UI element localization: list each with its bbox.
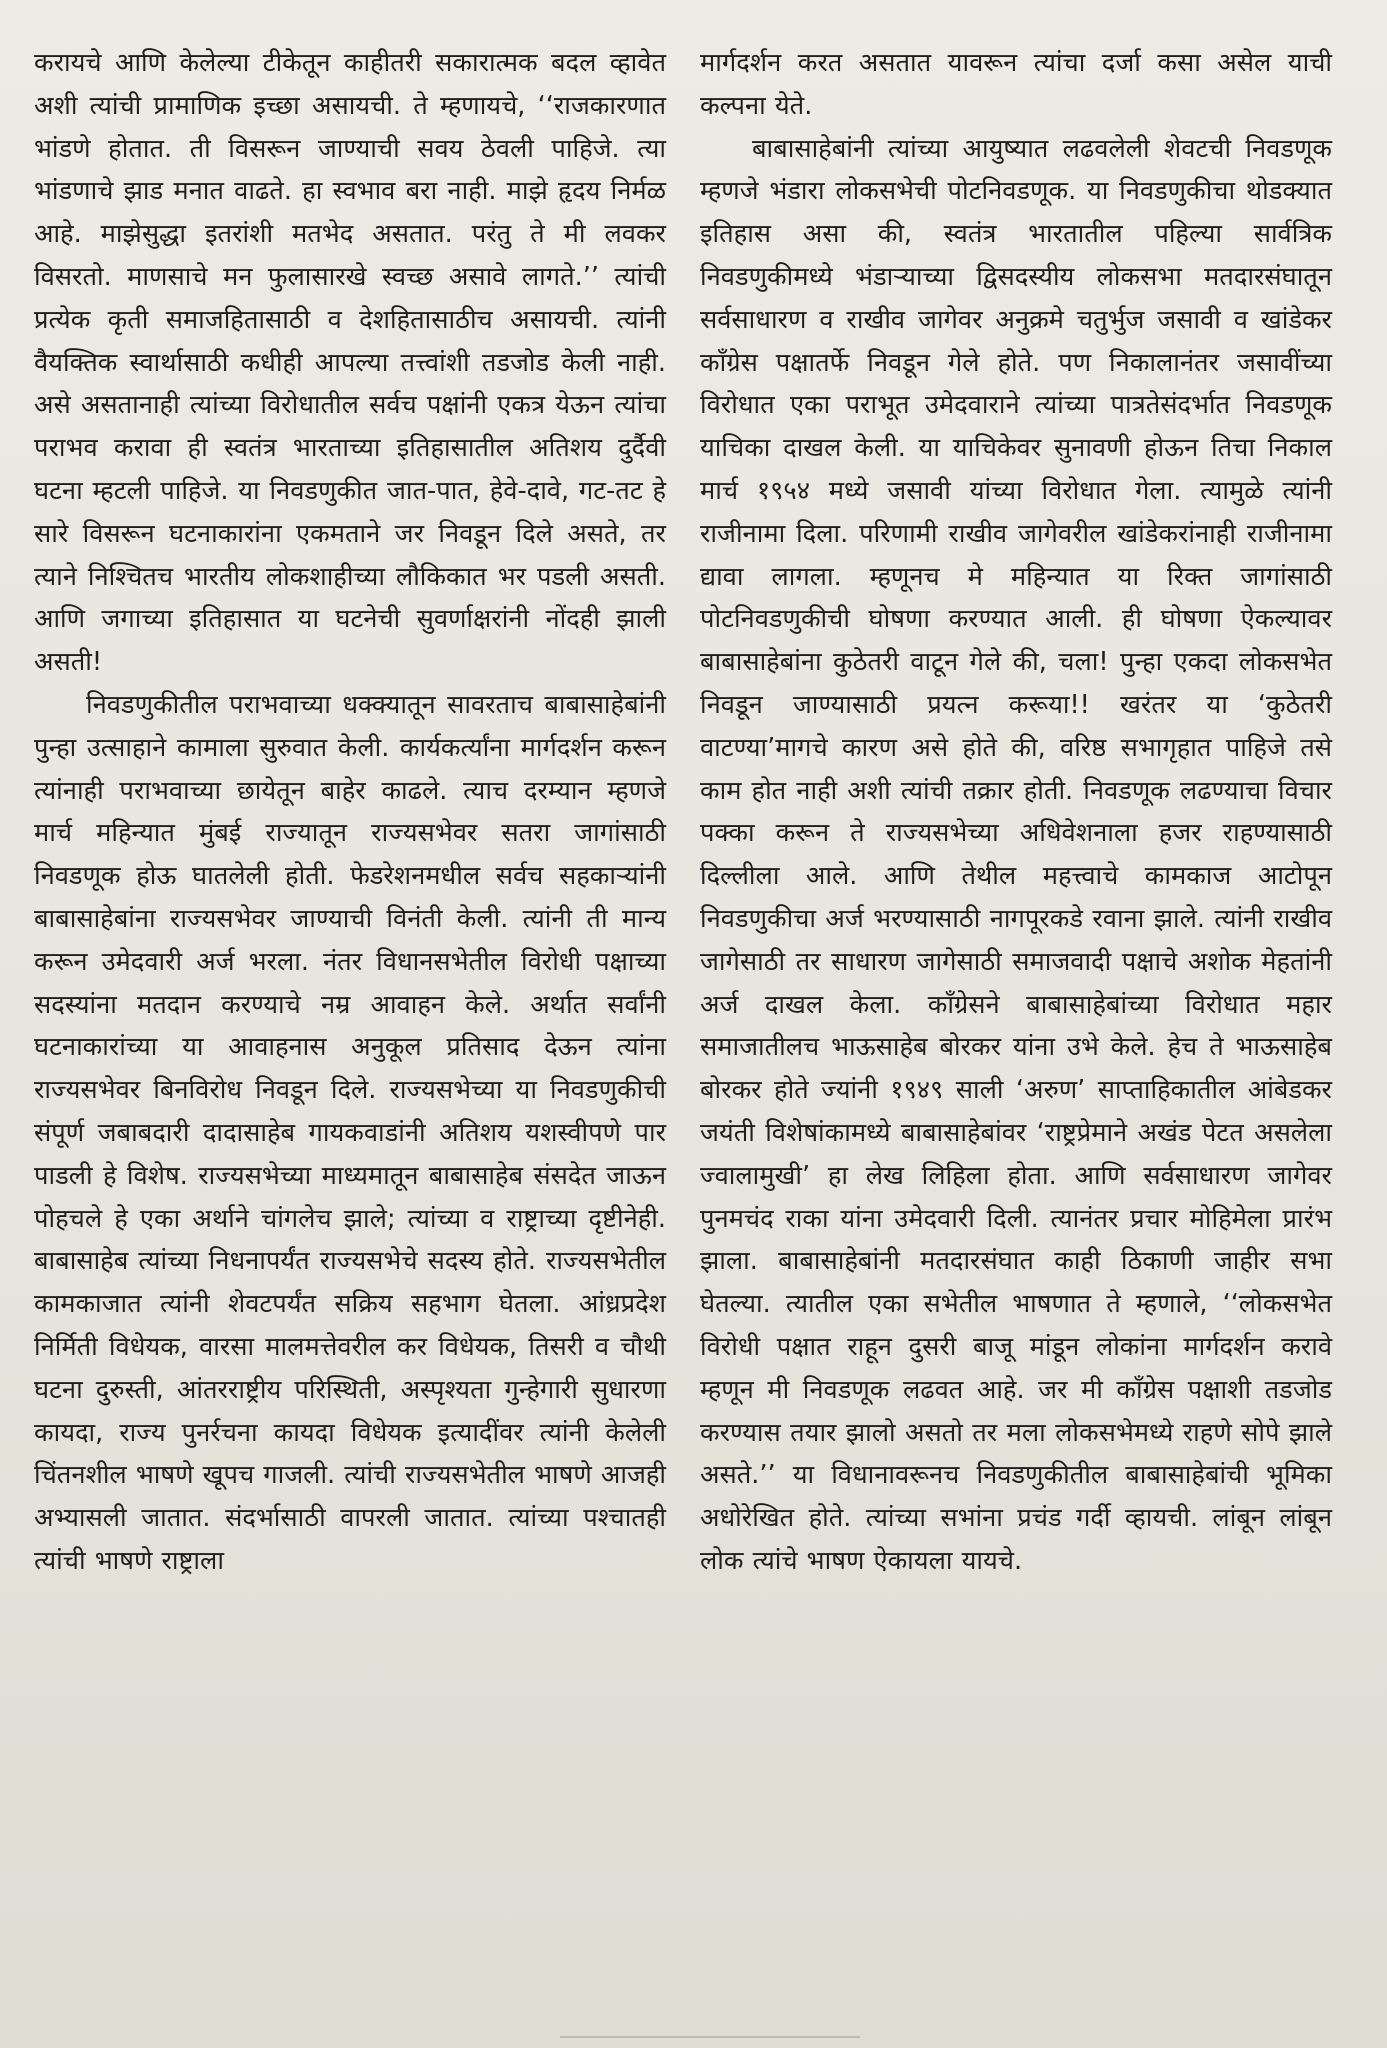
left-paragraph-1: करायचे आणि केलेल्या टीकेतून काहीतरी सकारात्मक बदल व्हावेत अशी त्यांची प्रामाणिक इच्छा असायची. ते म्हणायचे, ‘‘राजकारणात भांडणे होतात. ती विसरून जाण्याची सवय ठेवली पाहिजे. त्या भांडणाचे झाड मनात वाढते. हा स्वभाव बरा नाही. माझे हृदय निर्मळ आहे. माझेसुद्धा इतरांशी मतभेद असतात. परंतु ते मी लवकर विसरतो. माणसाचे मन फुलासारखे स्वच्छ असावे लागते.’’ त्यांची प्रत्येक कृती समाजहितासाठी व देशहितासाठीच असायची. त्यांनी वैयक्तिक स्वार्थासाठी कधीही आपल्या तत्त्वांशी तडजोड केली नाही. असे असतानाही त्यांच्या विरोधातील सर्वच पक्षांनी एकत्र येऊन त्यांचा पराभव करावा ही स्वतंत्र भारताच्या इतिहासातील अतिशय दुर्दैवी घटना म्हटली पाहिजे. या निवडणुकीत जात-पात, हेवे-दावे, गट-तट हे सारे विसरून घटनाकारांना एकमताने जर निवडून दिले असते, तर त्याने निश्चितच भारतीय लोकशाहीच्या लौकिकात भर पडली असती. आणि जगाच्या इतिहासात या घटनेची सुवर्णाक्षरांनी नोंदही झाली असती! xyxy=(34,48,666,678)
right-column xyxy=(700,42,1332,1583)
right-paragraph-2: बाबासाहेबांनी त्यांच्या आयुष्यात लढवलेली शेवटची निवडणूक म्हणजे भंडारा लोकसभेची पोटनिवडणूक. या निवडणुकीचा थोडक्यात इतिहास असा की, स्वतंत्र भारतातील पहिल्या सार्वत्रिक निवडणुकीमध्ये भंडाऱ्याच्या द्विसदस्यीय लोकसभा मतदारसंघातून सर्वसाधारण व राखीव जागेवर अनुक्रमे चतुर्भुज जसावी व खांडेकर काँग्रेस पक्षातर्फे निवडून गेले होते. पण निकालानंतर जसावींच्या विरोधात एका पराभूत उमेदवाराने त्यांच्या पात्रतेसंदर्भात निवडणूक याचिका दाखल केली. या याचिकेवर सुनावणी होऊन तिचा निकाल मार्च १९५४ मध्ये जसावी यांच्या विरोधात गेला. त्यामुळे त्यांनी राजीनामा दिला. परिणामी राखीव जागेवरील खांडेकरांनाही राजीनामा द्यावा लागला. म्हणूनच मे महिन्यात या रिक्त जागांसाठी पोटनिवडणुकीची घोषणा करण्यात आली. ही घोषणा ऐकल्यावर बाबासाहेबांना कुठेतरी वाटून गेले की, चला! पुन्हा एकदा लोकसभेत निवडून जाण्यासाठी प्रयत्न करूया!! खरंतर या ‘कुठेतरी वाटण्या’मागचे कारण असे होते की, वरिष्ठ सभागृहात पाहिजे तसे काम होत नाही अशी त्यांची तक्रार होती. निवडणूक लढण्याचा विचार पक्का करून ते राज्यसभेच्या अधिवेशनाला हजर राहण्यासाठी दिल्लीला आले. आणि तेथील महत्त्वाचे कामकाज आटोपून निवडणुकीचा अर्ज भरण्यासाठी नागपूरकडे रवाना झाले. त्यांनी राखीव जागेसाठी तर साधारण जागेसाठी समाजवादी पक्षाचे अशोक मेहतांनी अर्ज दाखल केला. काँग्रेसने बाबासाहेबांच्या विरोधात महार समाजातीलच भाऊसाहेब बोरकर यांना उभे केले. हेच ते भाऊसाहेब बोरकर होते ज्यांनी १९४९ साली ‘अरुण’ साप्ताहिकातील आंबेडकर जयंती विशेषांकामध्ये बाबासाहेबांवर ‘राष्ट्रप्रेमाने अखंड पेटत असलेला ज्वालामुखी’ हा लेख लिहिला होता. आणि सर्वसाधारण जागेवर पुनमचंद राका यांना उमेदवारी दिली. त्यानंतर प्रचार मोहिमेला प्रारंभ झाला. बाबासाहेबांनी मतदारसंघात काही ठिकाणी जाहीर सभा घेतल्या. त्यातील एका सभेतील भाषणात ते म्हणाले, ‘‘लोकसभेत विरोधी पक्षात राहून दुसरी बाजू मांडून लोकांना मार्गदर्शन करावे म्हणून मी निवडणूक लढवत आहे. जर मी काँग्रेस पक्षाशी तडजोड करण्यास तयार झालो असतो तर मला लोकसभेमध्ये राहणे सोपे झाले असते.’’ या विधानावरूनच निवडणुकीतील बाबासाहेबांची भूमिका अधोरेखित होते. त्यांच्या सभांना प्रचंड गर्दी व्हायची. लांबून लांबून लोक त्यांचे भाषण ऐकायला यायचे. xyxy=(700,133,1332,1576)
left-column xyxy=(34,42,666,1583)
footer-rule xyxy=(560,2036,860,2048)
page-footer xyxy=(0,2014,1387,2048)
right-paragraph-1: मार्गदर्शन करत असतात यावरून त्यांचा दर्जा कसा असेल याची कल्पना येते. xyxy=(700,48,1332,121)
left-paragraph-2: निवडणुकीतील पराभवाच्या धक्क्यातून सावरताच बाबासाहेबांनी पुन्हा उत्साहाने कामाला सुरुवात केली. कार्यकर्त्यांना मार्गदर्शन करून त्यांनाही पराभवाच्या छायेतून बाहेर काढले. त्याच दरम्यान म्हणजे मार्च महिन्यात मुंबई राज्यातून राज्यसभेवर सतरा जागांसाठी निवडणूक होऊ घातलेली होती. फेडरेशनमधील सर्वच सहकाऱ्यांनी बाबासाहेबांना राज्यसभेवर जाण्याची विनंती केली. त्यांनी ती मान्य करून उमेदवारी अर्ज भरला. नंतर विधानसभेतील विरोधी पक्षाच्या सदस्यांना मतदान करण्याचे नम्र आवाहन केले. अर्थात सर्वांनी घटनाकारांच्या या आवाहनास अनुकूल प्रतिसाद देऊन त्यांना राज्यसभेवर बिनविरोध निवडून दिले. राज्यसभेच्या या निवडणुकीची संपूर्ण जबाबदारी दादासाहेब गायकवाडांनी अतिशय यशस्वीपणे पार पाडली हे विशेष. राज्यसभेच्या माध्यमातून बाबासाहेब संसदेत जाऊन पोहचले हे एका अर्थाने चांगलेच झाले; त्यांच्या व राष्ट्राच्या दृष्टीनेही. बाबासाहेब त्यांच्या निधनापर्यंत राज्यसभेचे सदस्य होते. राज्यसभेतील कामकाजात त्यांनी शेवटपर्यंत सक्रिय सहभाग घेतला. आंध्रप्रदेश निर्मिती विधेयक, वारसा मालमत्तेवरील कर विधेयक, तिसरी व चौथी घटना दुरुस्ती, आंतरराष्ट्रीय परिस्थिती, अस्पृश्यता गुन्हेगारी सुधारणा कायदा, राज्य पुनर्रचना कायदा विधेयक इत्यादींवर त्यांनी केलेली चिंतनशील भाषणे खूपच गाजली. त्यांची राज्यसभेतील भाषणे आजही अभ्यासली जातात. संदर्भासाठी वापरली जातात. त्यांच्या पश्चातही त्यांची भाषणे राष्ट्राला xyxy=(34,689,667,1576)
